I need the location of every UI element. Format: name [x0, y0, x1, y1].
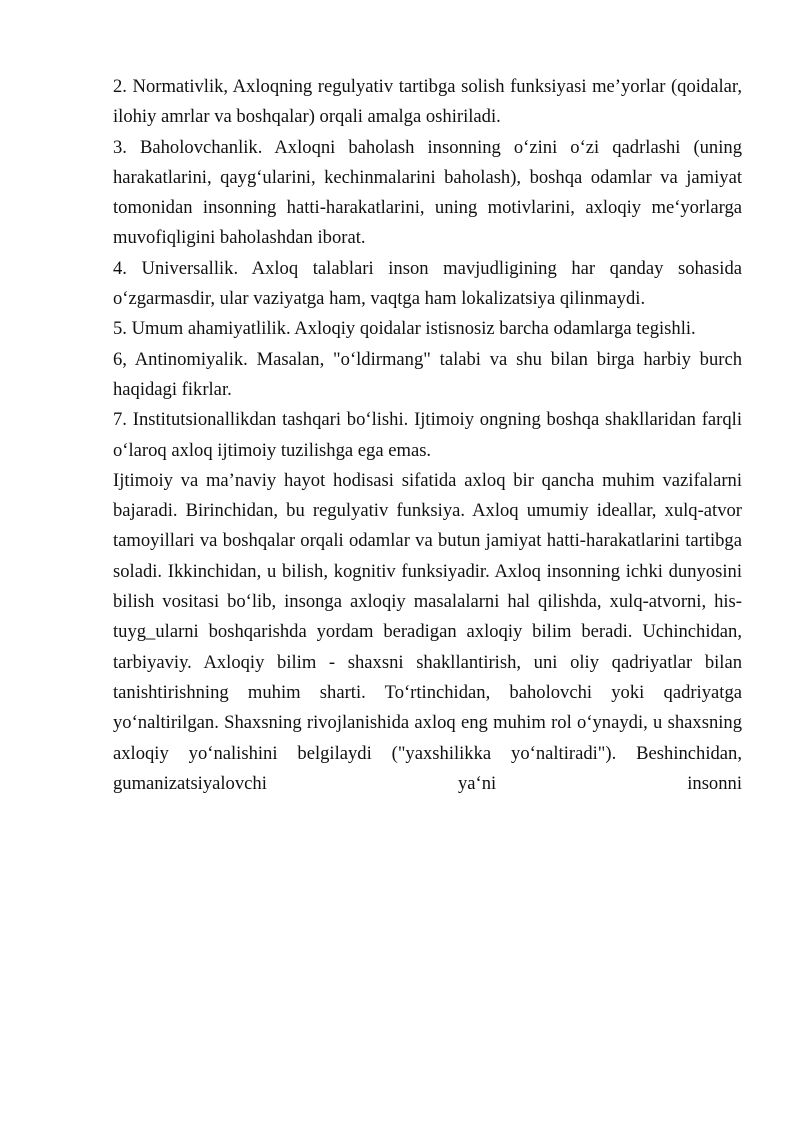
paragraph-antinomiyalik: 6, Antinomiyalik. Masalan, "o‘ldirmang" talabi va shu bilan birga harbiy burch haqidagi fikrlar. — [113, 348, 742, 400]
paragraph-baholovchanlik: 3. Baholovchanlik. Axloqni baholash insonning o‘zini o‘zi qadrlashi (uning harakatlarini, qayg‘ularini, kechinmalarini baholash), boshqa odamlar va jamiyat tomonidan insonning hatti-harakatlarini, uning motivlarini, axloqiy me‘yorlarga muvofiqligini baholashdan iborat. — [113, 136, 742, 249]
paragraph-umum-ahamiyatlilik: 5. Umum ahamiyatlilik. Axloqiy qoidalar istisnosiz barcha odamlarga tegishli. — [113, 318, 696, 340]
paragraph-normativlik: 2. Normativlik, Axloqning regulyativ tartibga solish funksiyasi me’yorlar (qoidalar, ilohiy amrlar va boshqalar) orqali amalga oshiriladi. — [113, 76, 742, 128]
paragraph-institutsionallik: 7. Institutsionallikdan tashqari bo‘lishi. Ijtimoiy ongning boshqa shakllaridan farqli o‘laroq axloq ijtimoiy tuzilishga ega emas. — [113, 409, 742, 461]
document-page — [113, 72, 742, 799]
paragraph-universallik: 4. Universallik. Axloq talablari inson mavjudligining har qanday sohasida o‘zgarmasdir, ular vaziyatga ham, vaqtga ham lokalizatsiya qilinmaydi. — [113, 257, 742, 310]
paragraph-axloq-vazifalari: Ijtimoiy va ma’naviy hayot hodisasi sifatida axloq bir qancha muhim vazifalarni bajaradi. Birinchidan, bu regulyativ funksiya. Axloq umumiy ideallar, xulq-atvor tamoyillari va boshqalar orqali odamlar va butun jamiyat hatti-harakatlarini tartibga soladi. Ikkinchidan, u bilish, kognitiv funksiyadir. Axloq insonning ichki dunyosini bilish vositasi bo‘lib, insonga axloqiy masalalarni hal qilishda, xulq-atvorni, his-tuyg_ularni boshqarishda yordam beradigan axloqiy bilim beradi. Uchinchidan, tarbiyaviy. Axloqiy bilim - shaxsni shakllantirish, uni oliy qadriyatlar bilan tanishtirishning muhim sharti. To‘rtinchidan, baholovchi yoki qadriyatga yo‘naltirilgan. Shaxsning rivojlanishida axloq eng muhim rol o‘ynaydi, u shaxsning axloqiy yo‘nalishini belgilaydi ("yaxshilikka yo‘naltiradi"). Beshinchidan, gumanizatsiyalovchi ya‘ni insonni — [113, 469, 742, 794]
